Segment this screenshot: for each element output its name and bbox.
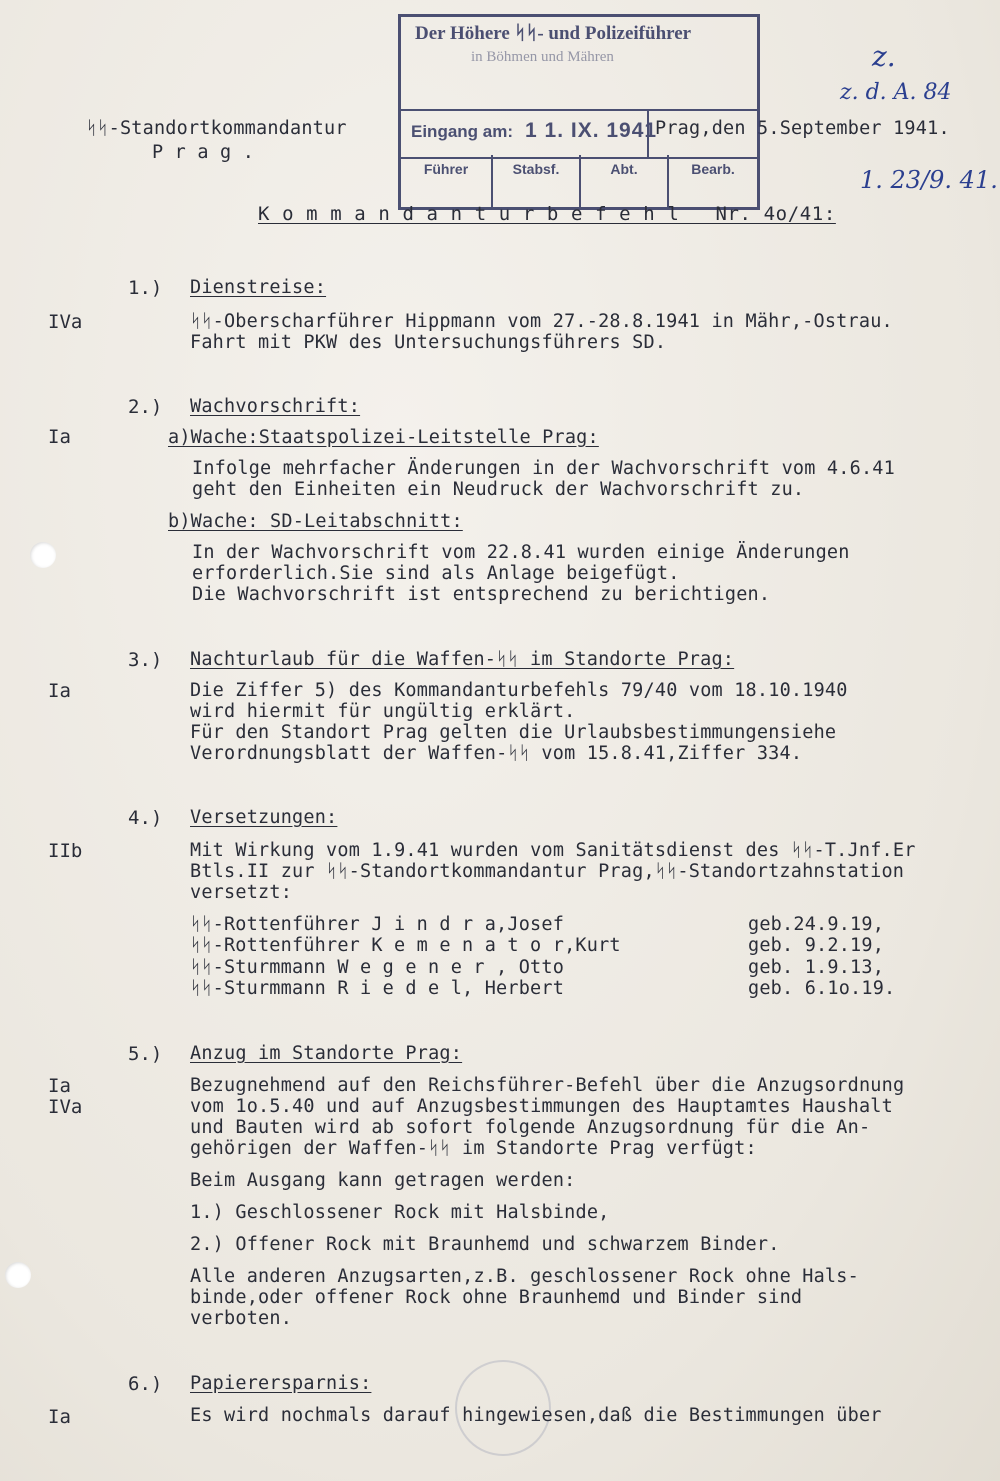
stamp-columns bbox=[401, 155, 757, 207]
transfer-person-1-name: ᛋᛋ-Rottenführer J i n d r a,Josef bbox=[190, 914, 565, 935]
stamp-col-stabsf: Stabsf. bbox=[493, 155, 581, 207]
punch-hole-bottom bbox=[5, 1262, 31, 1288]
section-2b-line-2: erforderlich.Sie sind als Anlage beigefügt. bbox=[192, 563, 680, 584]
stamp-authority: Der Höhere ᛋᛋ- und Polizeiführer bbox=[415, 23, 692, 44]
section-3-code: Ia bbox=[48, 680, 71, 702]
transfer-person-2-born: geb. 9.2.19, bbox=[748, 935, 885, 956]
stamp-region: in Böhmen und Mähren bbox=[471, 49, 614, 65]
section-6-line-1: Es wird nochmals darauf hingewiesen,daß die Bestimmungen über bbox=[190, 1405, 882, 1426]
section-5-line-1: Bezugnehmend auf den Reichsführer-Befehl über die Anzugsordnung bbox=[190, 1075, 905, 1096]
section-1-number: 1.) bbox=[128, 277, 163, 299]
section-2a-line-1: Infolge mehrfacher Änderungen in der Wachvorschrift vom 4.6.41 bbox=[192, 458, 895, 479]
section-3-line-3: Für den Standort Prag gelten die Urlaubsbestimmungensiehe bbox=[190, 722, 837, 743]
transfer-person-3-name: ᛋᛋ-Sturmmann W e g e n e r , Otto bbox=[190, 957, 565, 978]
stamp-received-label: Eingang am: bbox=[411, 122, 514, 141]
section-5-code-2: IVa bbox=[48, 1096, 83, 1118]
transfer-person-3-born: geb. 1.9.13, bbox=[748, 957, 885, 978]
section-6-number: 6.) bbox=[128, 1373, 163, 1395]
section-5-code-1: Ia bbox=[48, 1075, 71, 1097]
section-5-item-1: 1.) Geschlossener Rock mit Halsbinde, bbox=[190, 1202, 610, 1223]
section-4-number: 4.) bbox=[128, 807, 163, 829]
section-5-line-4: gehörigen der Waffen-ᛋᛋ im Standorte Prag verfügt: bbox=[190, 1138, 757, 1159]
handwritten-mark-3: 1. 23/9. 41. bbox=[860, 166, 998, 194]
stamp-col-abt: Abt. bbox=[581, 155, 669, 207]
section-4-code: IIb bbox=[48, 840, 83, 862]
section-6-heading: Papierersparnis: bbox=[190, 1373, 372, 1394]
section-4-line-1: Mit Wirkung vom 1.9.41 wurden vom Sanitätsdienst des ᛋᛋ-T.Jnf.Er bbox=[190, 840, 916, 861]
city-line: P r a g . bbox=[152, 142, 255, 163]
section-4-heading: Versetzungen: bbox=[190, 807, 338, 828]
section-2-heading: Wachvorschrift: bbox=[190, 396, 361, 417]
section-3-number: 3.) bbox=[128, 649, 163, 671]
section-2-code: Ia bbox=[48, 426, 71, 448]
handwritten-mark-2: z. d. A. 84 bbox=[840, 80, 952, 105]
section-2b-line-3: Die Wachvorschrift ist entsprechend zu berichtigen. bbox=[192, 584, 771, 605]
stamp-col-fuehrer: Führer bbox=[401, 155, 493, 207]
section-5-line-3: und Bauten wird ab sofort folgende Anzugsordnung für die An- bbox=[190, 1117, 871, 1138]
receipt-stamp bbox=[398, 14, 760, 210]
section-4-line-3: versetzt: bbox=[190, 882, 293, 903]
handwritten-mark-1: z. bbox=[872, 40, 896, 73]
section-6-code: Ia bbox=[48, 1406, 71, 1428]
stamp-row-divider bbox=[647, 111, 649, 157]
stamp-col-bearb: Bearb. bbox=[691, 161, 735, 177]
section-5-closing-1: Alle anderen Anzugsarten,z.B. geschlossener Rock ohne Hals- bbox=[190, 1266, 859, 1287]
section-5-heading: Anzug im Standorte Prag: bbox=[190, 1043, 463, 1064]
section-2a-heading: a)Wache:Staatspolizei-Leitstelle Prag: bbox=[168, 427, 599, 448]
section-3-line-1: Die Ziffer 5) des Kommandanturbefehls 79/40 vom 18.10.1940 bbox=[190, 680, 848, 701]
section-5-closing-3: verboten. bbox=[190, 1308, 293, 1329]
section-5-line-2: vom 1o.5.40 und auf Anzugsbestimmungen des Hauptamtes Haushalt bbox=[190, 1096, 893, 1117]
section-2-number: 2.) bbox=[128, 396, 163, 418]
section-2b-line-1: In der Wachvorschrift vom 22.8.41 wurden einige Änderungen bbox=[192, 542, 850, 563]
section-5-number: 5.) bbox=[128, 1043, 163, 1065]
transfer-person-4-name: ᛋᛋ-Sturmmann R i e d e l, Herbert bbox=[190, 978, 565, 999]
section-5-item-2: 2.) Offener Rock mit Braunhemd und schwarzem Binder. bbox=[190, 1234, 780, 1255]
stamp-received-date: 1 1. IX. 1941 bbox=[525, 119, 658, 142]
section-1-line-2: Fahrt mit PKW des Untersuchungsführers SD. bbox=[190, 332, 667, 353]
transfer-person-2-name: ᛋᛋ-Rottenführer K e m e n a t o r,Kurt bbox=[190, 935, 621, 956]
section-2a-line-2: geht den Einheiten ein Neudruck der Wachvorschrift zu. bbox=[192, 479, 805, 500]
section-1-heading: Dienstreise: bbox=[190, 277, 327, 298]
transfer-person-1-born: geb.24.9.19, bbox=[748, 914, 885, 935]
punch-hole-top bbox=[30, 542, 56, 568]
transfer-person-4-born: geb. 6.1o.19. bbox=[748, 978, 896, 999]
section-4-line-2: Btls.II zur ᛋᛋ-Standortkommandantur Prag,ᛋᛋ-Standortzahnstation bbox=[190, 861, 905, 882]
document-title: K o m m a n d a n t u r b e f e h l Nr. 4o/41: bbox=[258, 203, 836, 225]
section-2b-heading: b)Wache: SD-Leitabschnitt: bbox=[168, 511, 463, 532]
section-3-line-2: wird hiermit für ungültig erklärt. bbox=[190, 701, 576, 722]
section-5-intro: Beim Ausgang kann getragen werden: bbox=[190, 1170, 576, 1191]
section-1-line-1: ᛋᛋ-Oberscharführer Hippmann vom 27.-28.8.1941 in Mähr,-Ostrau. bbox=[190, 311, 893, 332]
section-5-closing-2: binde,oder offener Rock ohne Braunhemd und Binder sind bbox=[190, 1287, 803, 1308]
section-3-heading: Nachturlaub für die Waffen-ᛋᛋ im Standorte Prag: bbox=[190, 649, 735, 670]
stamp-received-row bbox=[401, 109, 757, 159]
place-date: Prag,den 5.September 1941. bbox=[655, 118, 950, 139]
section-3-line-4: Verordnungsblatt der Waffen-ᛋᛋ vom 15.8.41,Ziffer 334. bbox=[190, 743, 803, 764]
unit-line: ᛋᛋ-Standortkommandantur bbox=[86, 118, 347, 139]
section-1-code: IVa bbox=[48, 311, 83, 333]
